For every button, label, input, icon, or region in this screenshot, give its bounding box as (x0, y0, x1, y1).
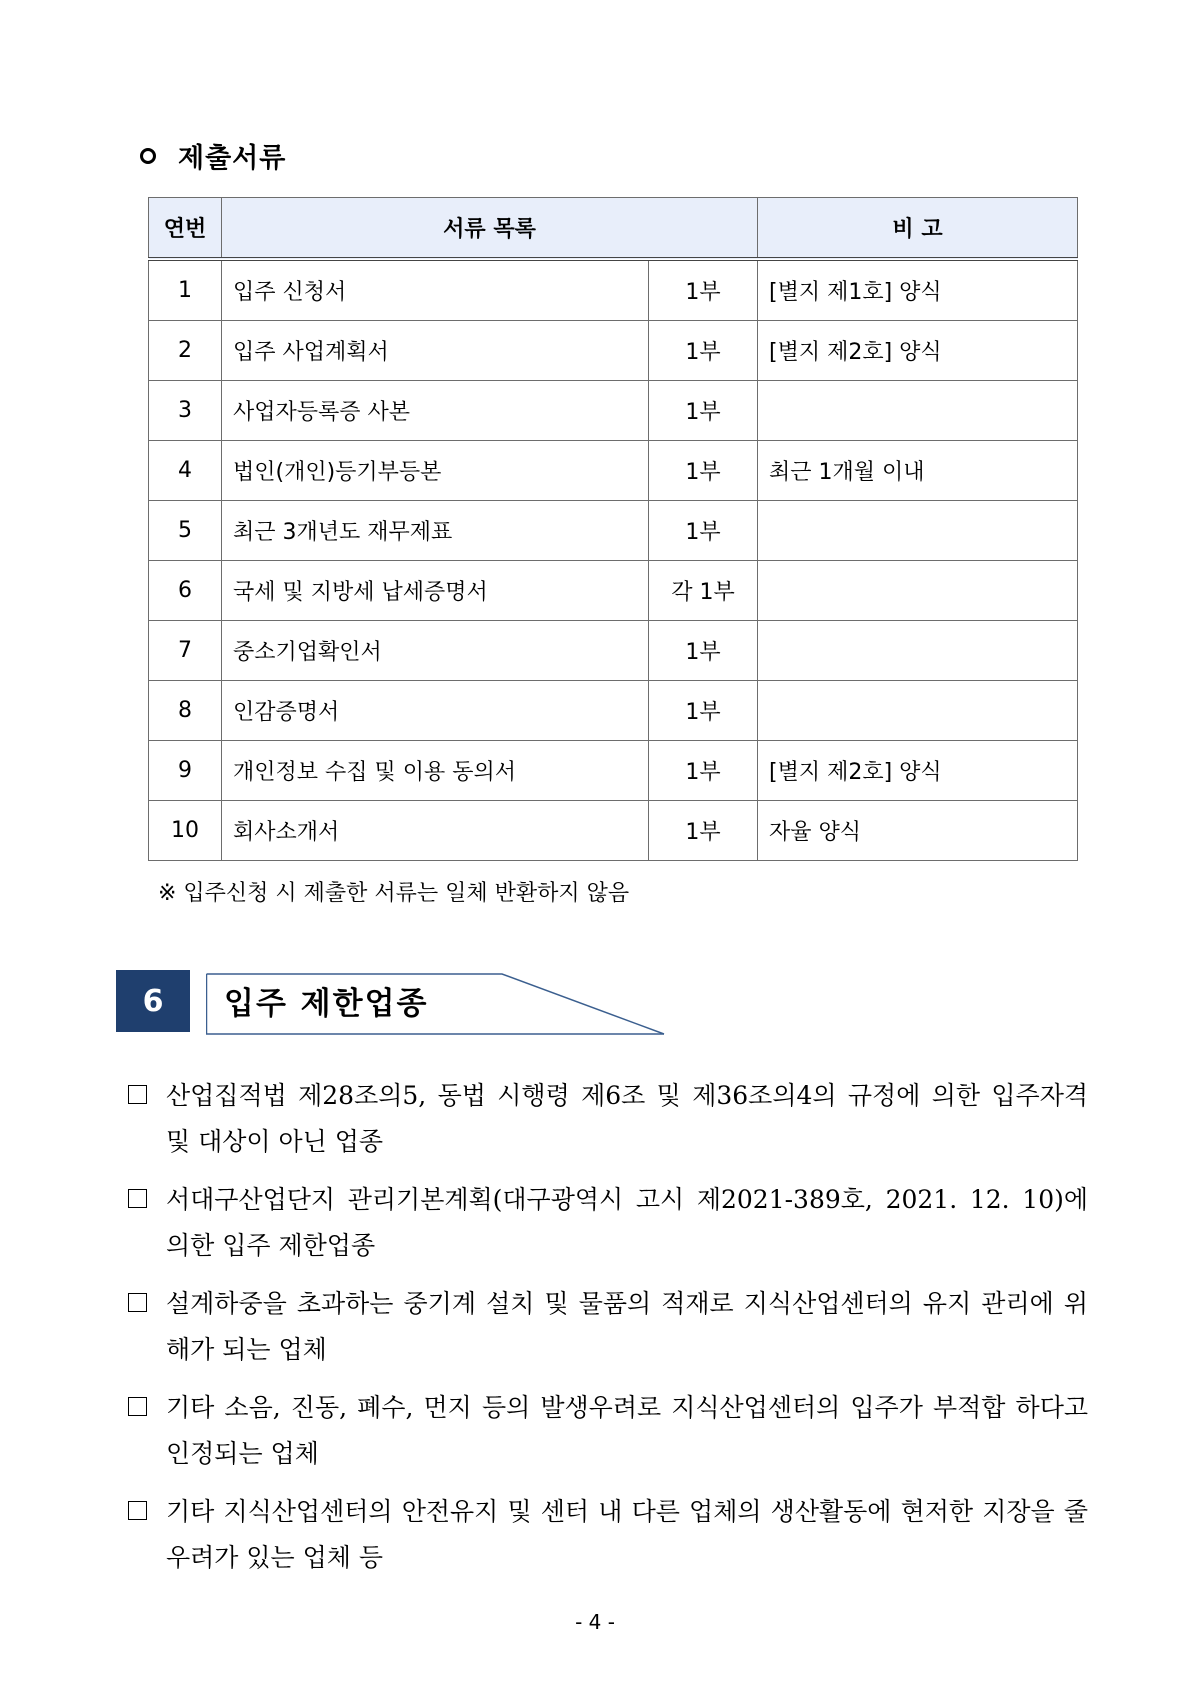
row-no: 2 (149, 321, 222, 381)
row-document-name: 개인정보 수집 및 이용 동의서 (222, 741, 649, 801)
square-bullet-icon (128, 1293, 147, 1312)
list-item (128, 1281, 1088, 1373)
table-row (149, 441, 1078, 501)
circle-bullet-icon (140, 148, 156, 164)
row-quantity: 1부 (649, 259, 758, 321)
row-no: 9 (149, 741, 222, 801)
row-document-name: 최근 3개년도 재무제표 (222, 501, 649, 561)
square-bullet-icon (128, 1397, 147, 1416)
list-item-text: 서대구산업단지 관리기본계획(대구광역시 고시 제2021-389호, 2021. 12. 10)에 의한 입주 제한업종 (166, 1185, 1088, 1260)
table-row (149, 741, 1078, 801)
row-document-name: 회사소개서 (222, 801, 649, 861)
table-row (149, 381, 1078, 441)
header-documents: 서류 목록 (222, 198, 758, 260)
row-note: 최근 1개월 이내 (758, 441, 1078, 501)
row-document-name: 국세 및 지방세 납세증명서 (222, 561, 649, 621)
row-no: 1 (149, 259, 222, 321)
table-row (149, 801, 1078, 861)
square-bullet-icon (128, 1189, 147, 1208)
row-quantity: 1부 (649, 441, 758, 501)
list-item (128, 1177, 1088, 1269)
row-note: 자율 양식 (758, 801, 1078, 861)
table-row (149, 681, 1078, 741)
list-item (128, 1489, 1088, 1581)
table-row (149, 501, 1078, 561)
restriction-list (128, 1073, 1088, 1593)
section-title: 입주 제한업종 (224, 986, 429, 1022)
row-no: 8 (149, 681, 222, 741)
section-heading-title: 제출서류 (178, 143, 287, 174)
row-no: 10 (149, 801, 222, 861)
header-note: 비 고 (758, 198, 1078, 260)
row-document-name: 사업자등록증 사본 (222, 381, 649, 441)
row-document-name: 인감증명서 (222, 681, 649, 741)
row-document-name: 법인(개인)등기부등본 (222, 441, 649, 501)
row-quantity: 1부 (649, 501, 758, 561)
row-quantity: 1부 (649, 741, 758, 801)
row-no: 6 (149, 561, 222, 621)
section-heading (140, 136, 286, 175)
row-note (758, 621, 1078, 681)
row-quantity: 각 1부 (649, 561, 758, 621)
row-quantity: 1부 (649, 621, 758, 681)
row-note: [별지 제2호] 양식 (758, 741, 1078, 801)
row-quantity: 1부 (649, 381, 758, 441)
table-header-row (149, 198, 1078, 260)
row-quantity: 1부 (649, 681, 758, 741)
list-item (128, 1073, 1088, 1165)
section-number-box: 6 (116, 970, 190, 1032)
row-no: 4 (149, 441, 222, 501)
list-item-text: 산업집적법 제28조의5, 동법 시행령 제6조 및 제36조의4의 규정에 의한 입주자격 및 대상이 아닌 업종 (166, 1081, 1088, 1156)
table-row (149, 621, 1078, 681)
row-document-name: 입주 사업계획서 (222, 321, 649, 381)
list-item-text: 기타 소음, 진동, 폐수, 먼지 등의 발생우려로 지식산업센터의 입주가 부적합 하다고 인정되는 업체 (166, 1393, 1088, 1468)
list-item (128, 1385, 1088, 1477)
row-no: 3 (149, 381, 222, 441)
row-no: 7 (149, 621, 222, 681)
row-quantity: 1부 (649, 801, 758, 861)
row-note (758, 681, 1078, 741)
table-row (149, 561, 1078, 621)
list-item-text: 설계하중을 초과하는 중기계 설치 및 물품의 적재로 지식산업센터의 유지 관리에 위해가 되는 업체 (166, 1289, 1088, 1364)
table-row (149, 321, 1078, 381)
page-number: - 4 - (575, 1610, 615, 1634)
table-row (149, 259, 1078, 321)
square-bullet-icon (128, 1501, 147, 1520)
square-bullet-icon (128, 1085, 147, 1104)
row-note (758, 381, 1078, 441)
row-document-name: 입주 신청서 (222, 259, 649, 321)
row-note: [별지 제1호] 양식 (758, 259, 1078, 321)
header-no: 연번 (149, 198, 222, 260)
row-note: [별지 제2호] 양식 (758, 321, 1078, 381)
documents-table (148, 197, 1078, 861)
row-no: 5 (149, 501, 222, 561)
table-footnote: ※ 입주신청 시 제출한 서류는 일체 반환하지 않음 (158, 881, 630, 906)
row-note (758, 561, 1078, 621)
row-document-name: 중소기업확인서 (222, 621, 649, 681)
row-quantity: 1부 (649, 321, 758, 381)
row-note (758, 501, 1078, 561)
list-item-text: 기타 지식산업센터의 안전유지 및 센터 내 다른 업체의 생산활동에 현저한 지장을 줄 우려가 있는 업체 등 (166, 1497, 1088, 1572)
